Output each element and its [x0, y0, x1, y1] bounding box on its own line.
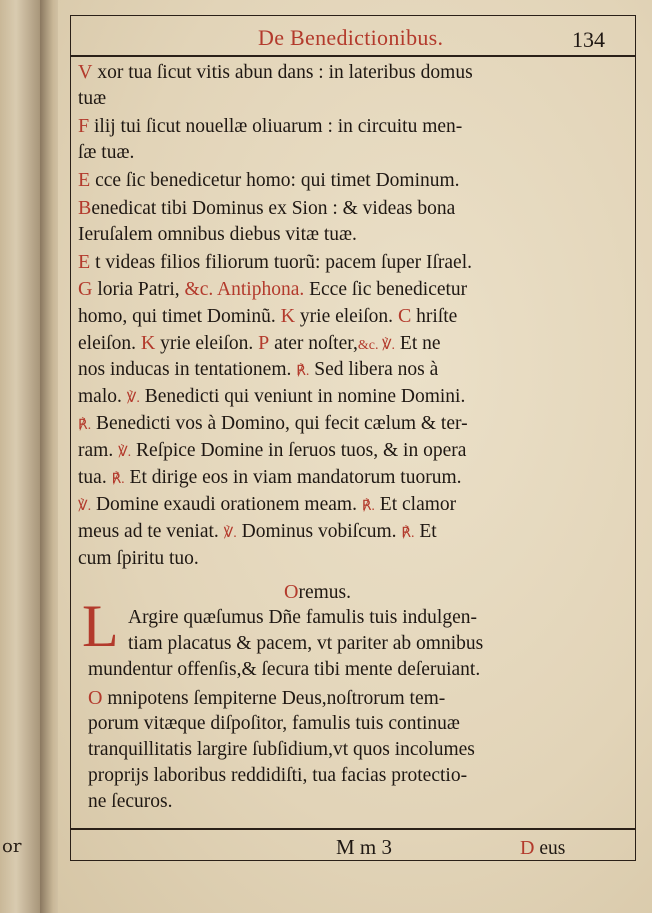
- drop-cap-initial: L: [82, 593, 119, 659]
- left-frame-rule: [70, 15, 71, 860]
- text-line: mundentur offenſis,& ſecura tibi mente deſeruiant.: [88, 659, 481, 680]
- page-number: 134: [572, 27, 605, 52]
- text-line: porum vitæque diſpoſitor, famulis tuis continuæ: [88, 713, 460, 734]
- prayer-two: [78, 686, 572, 826]
- bottom-rule: [70, 828, 636, 830]
- running-title: De Benedictionibus.: [258, 25, 444, 50]
- text-line: E cce ſic benedicetur homo: qui timet Dominum.: [78, 169, 460, 191]
- text-line: F ilij tui ſicut nouellæ oliuarum : in circuitu men-: [78, 115, 463, 137]
- oremus-heading: Oremus.: [284, 581, 351, 603]
- footer-rule: [70, 860, 636, 861]
- text-line: V xor tua ſicut vitis abun dans : in lateribus domus: [78, 61, 473, 83]
- text-line: ℟. Benedicti vos à Domino, qui fecit cælum & ter-: [78, 413, 468, 434]
- text-line: malo. ℣. Benedicti qui veniunt in nomine Domini.: [78, 386, 466, 407]
- left-page-fragment: or: [2, 836, 22, 857]
- top-rule: [70, 15, 636, 16]
- right-frame-rule: [635, 15, 636, 860]
- text-line: ſæ tuæ.: [78, 142, 135, 163]
- text-line: Benedicat tibi Dominus ex Sion : & videas bona: [78, 197, 456, 219]
- text-line: tranquillitatis largire ſubſidium,vt quos incolumes: [88, 739, 475, 760]
- text-line: E t videas filios filiorum tuorũ: pacem ſuper Iſrael.: [78, 251, 472, 273]
- text-line: ℣. Domine exaudi orationem meam. ℟. Et clamor: [78, 494, 457, 515]
- left-page-edge: [0, 0, 40, 913]
- text-line: Ieruſalem omnibus diebus vitæ tuæ.: [78, 224, 357, 245]
- text-line: Argire quæſumus Dñe famulis tuis indulgen-: [128, 607, 477, 628]
- text-line: ne ſecuros.: [88, 791, 173, 812]
- text-line: ram. ℣. Reſpice Domine in ſeruos tuos, & in opera: [78, 440, 467, 461]
- text-line: O mnipotens ſempiterne Deus,noſtrorum tem-: [88, 687, 446, 709]
- text-line: meus ad te veniat. ℣. Dominus vobiſcum. ℟. Et: [78, 521, 437, 542]
- text-line: homo, qui timet Dominũ. K yrie eleiſon. C hriſte: [78, 305, 458, 327]
- signature-mark: M m 3: [336, 835, 393, 859]
- prayer-one: [78, 606, 572, 686]
- body-text: [78, 60, 572, 580]
- catchword: D eus: [520, 837, 566, 859]
- text-line: tua. ℟. Et dirige eos in viam mandatorum tuorum.: [78, 467, 462, 488]
- text-line: eleiſon. K yrie eleiſon. P ater noſter,&c. ℣. Et ne: [78, 332, 441, 354]
- text-line: G loria Patri, &c. Antiphona. Ecce ſic benedicetur: [78, 278, 468, 300]
- text-line: tuæ: [78, 88, 107, 109]
- text-line: tiam placatus & pacem, vt pariter ab omnibus: [128, 633, 484, 654]
- text-line: cum ſpiritu tuo.: [78, 548, 199, 569]
- header-rule: [70, 55, 636, 57]
- text-line: proprijs laboribus reddidiſti, tua facias protectio-: [88, 765, 468, 786]
- text-line: nos inducas in tentationem. ℟. Sed libera nos à: [78, 359, 439, 380]
